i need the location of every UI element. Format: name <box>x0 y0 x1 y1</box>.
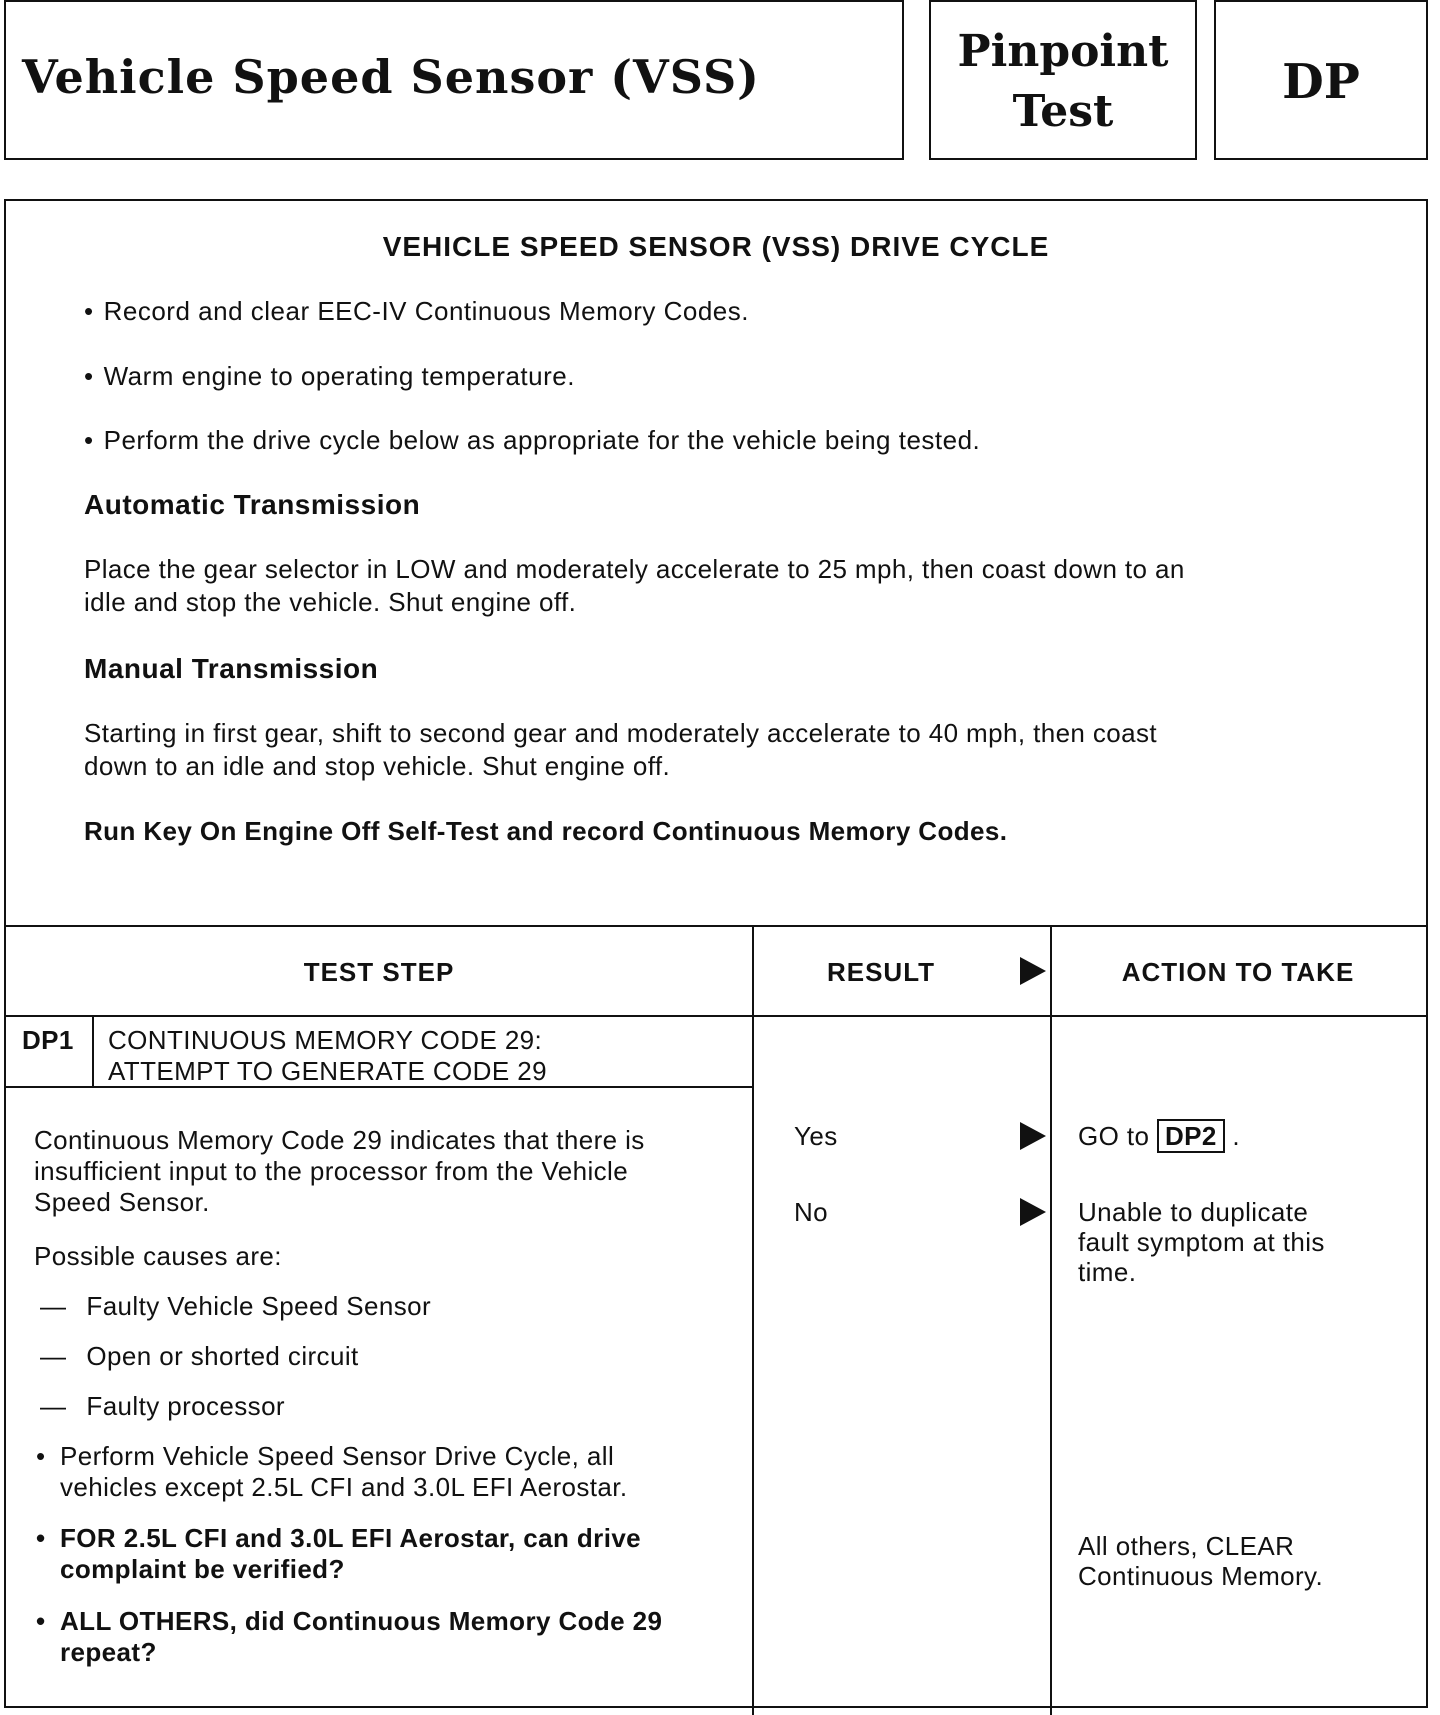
table-top-rule <box>6 925 1426 927</box>
action-yes-prefix: GO to <box>1078 1121 1150 1151</box>
action-yes <box>1078 1121 1240 1152</box>
action-yes-suffix: . <box>1232 1121 1241 1151</box>
pinpoint-label: Pinpoint <box>957 26 1169 77</box>
step-id-divider <box>92 1015 94 1087</box>
cause-item: — Faulty processor <box>40 1391 285 1422</box>
main-panel <box>4 199 1428 1708</box>
automatic-heading: Automatic Transmission <box>84 489 421 520</box>
final-instruction: Run Key On Engine Off Self-Test and record Continuous Memory Codes. <box>84 816 1008 846</box>
manual-heading: Manual Transmission <box>84 653 379 684</box>
test-code: DP <box>1282 54 1360 110</box>
cause-item: — Faulty Vehicle Speed Sensor <box>40 1291 431 1322</box>
result-yes: Yes <box>794 1121 838 1151</box>
automatic-text <box>84 553 1354 619</box>
desc-line-3: Speed Sensor. <box>34 1187 210 1217</box>
desc-line-1: Continuous Memory Code 29 indicates that there is <box>34 1125 645 1155</box>
col-result: RESULT <box>826 957 936 987</box>
manual-text-line-2: down to an idle and stop vehicle. Shut engine off. <box>84 751 671 781</box>
action-others-line-1: All others, CLEAR <box>1078 1531 1295 1561</box>
desc-line-2: insufficient input to the processor from the Vehicle <box>34 1156 629 1186</box>
causes-intro: Possible causes are: <box>34 1241 282 1271</box>
page-title: Vehicle Speed Sensor (VSS) <box>22 50 760 104</box>
col-test-step: TEST STEP <box>303 957 455 987</box>
perform-step <box>60 1441 628 1503</box>
perform-line-1: • Perform Vehicle Speed Sensor Drive Cycle, all <box>60 1441 615 1471</box>
no-arrow-icon <box>1020 1198 1046 1226</box>
test-label: Test <box>1012 86 1114 137</box>
automatic-text-line-1: Place the gear selector in LOW and moderately accelerate to 25 mph, then coast down to an <box>84 554 1185 584</box>
action-no <box>1078 1197 1325 1287</box>
automatic-text-line-2: idle and stop the vehicle. Shut engine off. <box>84 587 577 617</box>
step-title <box>108 1025 547 1087</box>
bullet-record-clear: • Record and clear EEC-IV Continuous Memory Codes. <box>84 296 749 327</box>
action-others-line-2: Continuous Memory. <box>1078 1561 1324 1591</box>
manual-text <box>84 717 1354 783</box>
header-code-box <box>1214 0 1428 160</box>
result-column-divider <box>752 925 754 1715</box>
result-no: No <box>794 1197 829 1227</box>
action-no-line-3: time. <box>1078 1257 1137 1287</box>
action-no-line-2: fault symptom at this <box>1078 1227 1325 1257</box>
drive-cycle-title: VEHICLE SPEED SENSOR (VSS) DRIVE CYCLE <box>382 231 1050 262</box>
question-others-line-2: repeat? <box>60 1637 157 1667</box>
yes-arrow-icon <box>1020 1122 1046 1150</box>
action-column-divider <box>1050 925 1052 1715</box>
perform-line-2: vehicles except 2.5L CFI and 3.0L EFI Aerostar. <box>60 1472 628 1502</box>
dp2-link[interactable]: DP2 <box>1157 1119 1225 1153</box>
col-action: ACTION TO TAKE <box>1121 957 1355 987</box>
table-header-rule <box>6 1015 1426 1017</box>
action-others <box>1078 1531 1323 1591</box>
step-title-line-2: ATTEMPT TO GENERATE CODE 29 <box>108 1056 547 1086</box>
header-pinpoint-box <box>929 0 1197 160</box>
question-others <box>60 1606 662 1668</box>
question-others-line-1: • ALL OTHERS, did Continuous Memory Code 29 <box>60 1606 663 1636</box>
bullet-warm-engine: • Warm engine to operating temperature. <box>84 361 575 392</box>
cause-item: — Open or shorted circuit <box>40 1341 359 1372</box>
question-aerostar <box>60 1523 641 1585</box>
bullet-perform-cycle: • Perform the drive cycle below as appropriate for the vehicle being tested. <box>84 425 980 456</box>
question-aerostar-line-2: complaint be verified? <box>60 1554 345 1584</box>
question-aerostar-line-1: • FOR 2.5L CFI and 3.0L EFI Aerostar, can drive <box>60 1523 642 1553</box>
step-id: DP1 <box>22 1025 74 1055</box>
step-title-line-1: CONTINUOUS MEMORY CODE 29: <box>108 1025 543 1055</box>
manual-text-line-1: Starting in first gear, shift to second gear and moderately accelerate to 40 mph, then coast <box>84 718 1158 748</box>
step-description <box>34 1125 645 1218</box>
header-arrow-icon <box>1020 957 1046 985</box>
action-no-line-1: Unable to duplicate <box>1078 1197 1309 1227</box>
header-title-box <box>4 0 904 160</box>
